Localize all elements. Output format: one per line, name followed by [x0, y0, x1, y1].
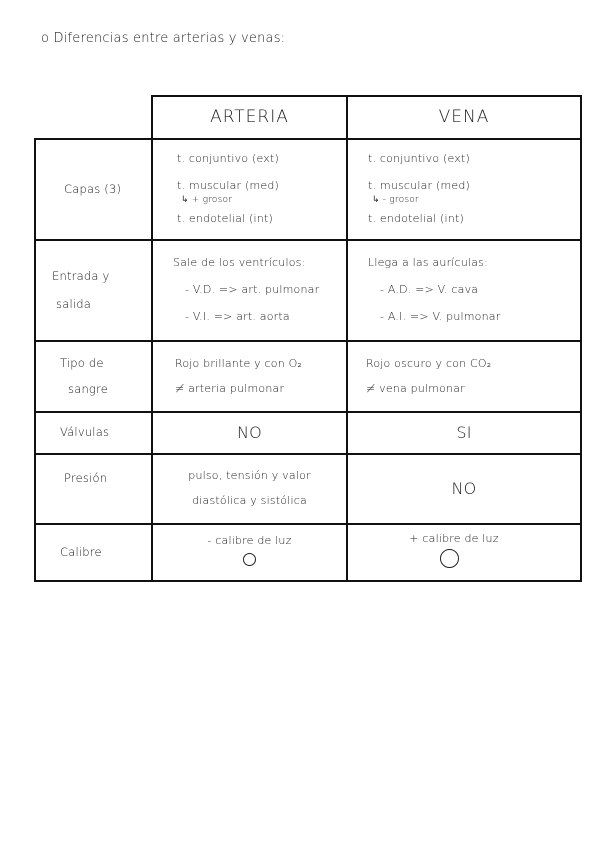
calibre-arteria-lumen: [153, 553, 346, 571]
sangre-arteria-cell: [152, 341, 347, 412]
row-label-line: salida: [56, 296, 91, 311]
entrada-arteria-line: Sale de los ventrículos:: [173, 256, 306, 270]
calibre-vena-lumen: [348, 549, 580, 573]
row-valvulas: [35, 412, 581, 454]
valvulas-arteria-cell: NO: [152, 412, 347, 454]
row-entrada-salida: [35, 240, 581, 341]
comparison-table: [34, 95, 582, 582]
row-capas: [35, 139, 581, 240]
presion-arteria-line: diastólica y sistólica: [192, 494, 307, 507]
large-circle-icon: [440, 549, 459, 568]
empty-corner-cell: [35, 96, 152, 139]
entrada-vena-line: - A.I. => V. pulmonar: [380, 309, 501, 323]
row-label-valvulas: Válvulas: [35, 412, 152, 454]
row-label-calibre: Calibre: [35, 524, 152, 581]
row-label-capas: Capas (3): [35, 139, 152, 240]
row-label-line: Entrada y: [52, 268, 110, 283]
capas-vena-subnote: ↳ - grosor: [372, 194, 419, 205]
sangre-vena-cell: [347, 341, 581, 412]
small-circle-icon: [243, 553, 256, 566]
sangre-vena-line: Rojo oscuro y con CO₂: [366, 356, 492, 370]
page-title: o Diferencias entre arterias y venas:: [41, 31, 286, 46]
row-presion: [35, 454, 581, 524]
capas-arteria-cell: [152, 139, 347, 240]
capas-vena-cell: [347, 139, 581, 240]
calibre-arteria-cell: [152, 524, 347, 581]
presion-arteria-cell: [152, 454, 347, 524]
row-tipo-sangre: [35, 341, 581, 412]
row-label-entrada-salida: [35, 240, 152, 341]
capas-arteria-line: t. muscular (med): [177, 179, 280, 192]
presion-vena-cell: NO: [347, 454, 581, 524]
header-row: [35, 96, 581, 139]
entrada-arteria-line: - V.D. => art. pulmonar: [185, 283, 320, 297]
entrada-arteria-cell: [152, 240, 347, 341]
calibre-arteria-text: - calibre de luz: [207, 534, 292, 548]
capas-vena-line: t. muscular (med): [368, 179, 471, 192]
capas-arteria-line: t. endotelial (int): [177, 211, 273, 225]
row-calibre: [35, 524, 581, 581]
entrada-vena-line: Llega a las aurículas:: [368, 256, 488, 270]
sangre-arteria-line: ≠ arteria pulmonar: [175, 381, 285, 395]
row-label-presion: Presión: [35, 454, 152, 524]
header-vena: VENA: [347, 96, 581, 139]
valvulas-vena-cell: SI: [347, 412, 581, 454]
capas-arteria-line: t. conjuntivo (ext): [177, 152, 279, 166]
capas-arteria-subnote: ↳ + grosor: [181, 194, 233, 205]
calibre-vena-text: + calibre de luz: [409, 532, 499, 546]
entrada-vena-cell: [347, 240, 581, 341]
sangre-arteria-line: Rojo brillante y con O₂: [175, 356, 303, 370]
header-arteria: ARTERIA: [152, 96, 347, 139]
entrada-vena-line: - A.D. => V. cava: [380, 283, 479, 297]
capas-vena-line: t. endotelial (int): [368, 211, 464, 225]
row-label-line: sangre: [68, 381, 108, 396]
presion-arteria-line: pulso, tensión y valor: [188, 469, 311, 483]
sangre-vena-line: ≠ vena pulmonar: [366, 381, 465, 395]
calibre-vena-cell: [347, 524, 581, 581]
capas-vena-line: t. conjuntivo (ext): [368, 152, 470, 166]
row-label-tipo-sangre: [35, 341, 152, 412]
entrada-arteria-line: - V.I. => art. aorta: [185, 309, 290, 323]
row-label-line: Tipo de: [60, 355, 104, 370]
